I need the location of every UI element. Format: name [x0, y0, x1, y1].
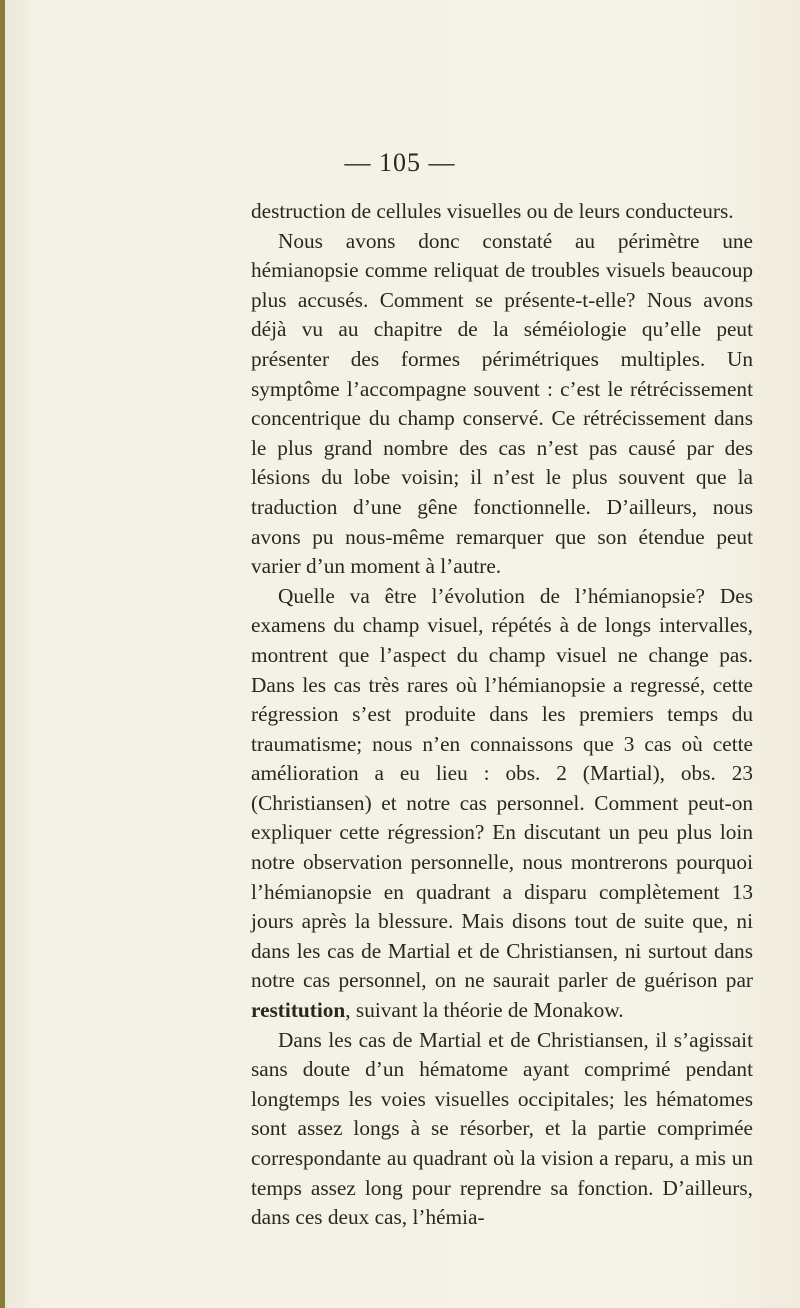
paragraph-4: Dans les cas de Martial et de Christiansen, il s’agissait sans doute d’un hématome ayant comprimé pendant longtemps les voies visuelles occipitales; les hématomes sont assez longs à se résorber, et la partie comprimée correspondante au quadrant où la vision a reparu, a mis un temps assez long pour reprendre sa fonction. D’ailleurs, dans ces deux cas, l’hémia- — [251, 1027, 753, 1230]
page-number-header: — 105 — — [344, 148, 456, 177]
body-text — [251, 197, 753, 1233]
page-binding-edge — [0, 0, 5, 1308]
paragraph-3-ending: , suivant la théorie de Monakow. — [345, 998, 624, 1023]
paragraph-2: Nous avons donc constaté au périmètre une hémianopsie comme reliquat de troubles visuels beaucoup plus accusés. Comment se présente-t-elle? Nous avons déjà vu au chapitre de la séméiologie qu’elle peut présenter des formes périmétriques multiples. Un symptôme l’accompagne souvent : c’est le rétrécissement concentrique du champ conservé. Ce rétrécissement dans le plus grand nombre des cas n’est pas causé par des lésions du lobe voisin; il n’est le plus souvent que la traduction d’une gêne fonctionnelle. D’ailleurs, nous avons pu nous-même remarquer que son étendue peut varier d’un moment à l’autre. — [251, 228, 753, 579]
paragraph-3 — [251, 582, 753, 1026]
paragraph-3-text: Quelle va être l’évolution de l’hémianopsie? Des examens du champ visuel, répétés à de longs intervalles, montrent que l’aspect du champ visuel ne change pas. Dans les cas très rares où l’hémianopsie a regressé, cette régression s’est produite dans les premiers temps du traumatisme; nous n’en connaissons que 3 cas où cette amélioration a eu lieu : obs. 2 (Martial), obs. 23 (Christiansen) et notre cas personnel. Comment peut-on expliquer cette régression? En discutant un peu plus loin notre observation personnelle, nous montrerons pourquoi l’hémianopsie en quadrant a disparu complètement 13 jours après la blessure. Mais disons tout de suite que, ni dans les cas de Martial et de Christiansen, ni surtout dans notre cas personnel, on ne saurait parler de guérison par — [251, 583, 753, 993]
paragraph-1: destruction de cellules visuelles ou de leurs conducteurs. — [251, 199, 734, 223]
bold-term-restitution: restitution — [251, 998, 346, 1023]
